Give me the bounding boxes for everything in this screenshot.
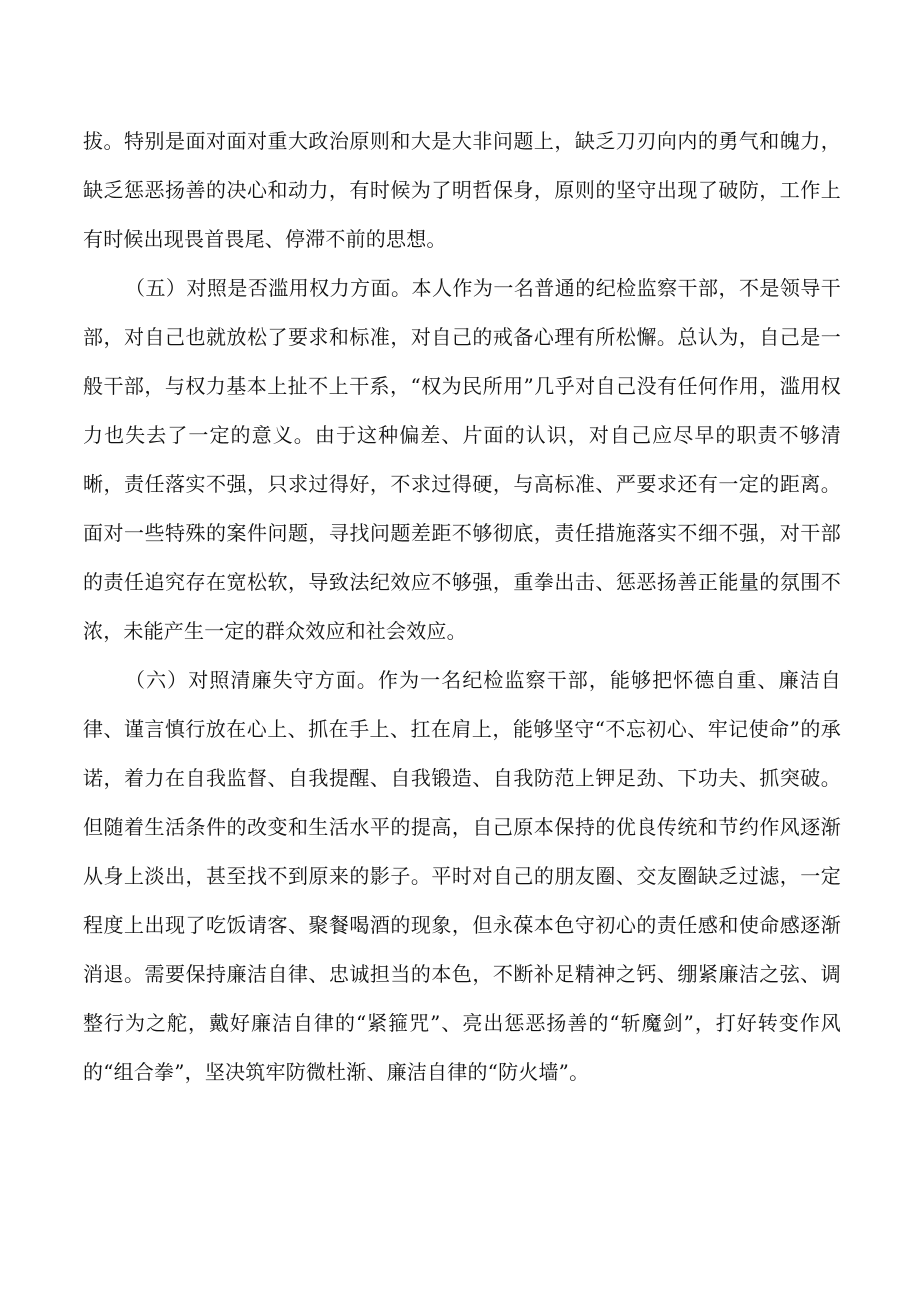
paragraph-continuation: 拔。特别是面对面对重大政治原则和大是大非问题上，缺乏刀刃向内的勇气和魄力，缺乏惩恶扬善的决心和动力，有时候为了明哲保身，原则的坚守出现了破防，工作上有时候出现畏首畏尾、停滞不前的思想。 (83, 129, 841, 251)
paragraph-section-six: （六）对照清廉失守方面。作为一名纪检监察干部，能够把怀德自重、廉洁自律、谨言慎行放在心上、抓在手上、扛在肩上，能够坚守“不忘初心、牢记使命”的承诺，着力在自我监督、自我提醒、自我锻造、自我防范上钾足劲、下功夫、抓突破。但随着生活条件的改变和生活水平的提高，自己原本保持的优良传统和节约作风逐渐从身上淡出，甚至找不到原来的影子。平时对自己的朋友圈、交友圈缺乏过滤，一定程度上出现了吃饭请客、聚餐喝酒的现象，但永葆本色守初心的责任感和使命感逐渐消退。需要保持廉洁自律、忠诚担当的本色，不断补足精神之钙、绷紧廉洁之弦、调整行为之舵，戴好廉洁自律的“紧箍咒”、亮出惩恶扬善的“斩魔剑”，打好转变作风的“组合拳”，坚决筑牢防微杜渐、廉洁自律的“防火墙”。 (83, 668, 841, 1084)
document-body (83, 117, 841, 1097)
paragraph-section-five: （五）对照是否滥用权力方面。本人作为一名普通的纪检监察干部，不是领导干部，对自己也就放松了要求和标准，对自己的戒备心理有所松懈。总认为，自己是一般干部，与权力基本上扯不上干系，“权为民所用”几乎对自己没有任何作用，滥用权力也失去了一定的意义。由于这种偏差、片面的认识，对自己应尽早的职责不够清晰，责任落实不强，只求过得好，不求过得硬，与高标准、严要求还有一定的距离。面对一些特殊的案件问题，寻找问题差距不够彻底，责任措施落实不细不强，对干部的责任追究存在宽松软，导致法纪效应不够强，重拳出击、惩恶扬善正能量的氛围不浓，未能产生一定的群众效应和社会效应。 (83, 276, 841, 643)
